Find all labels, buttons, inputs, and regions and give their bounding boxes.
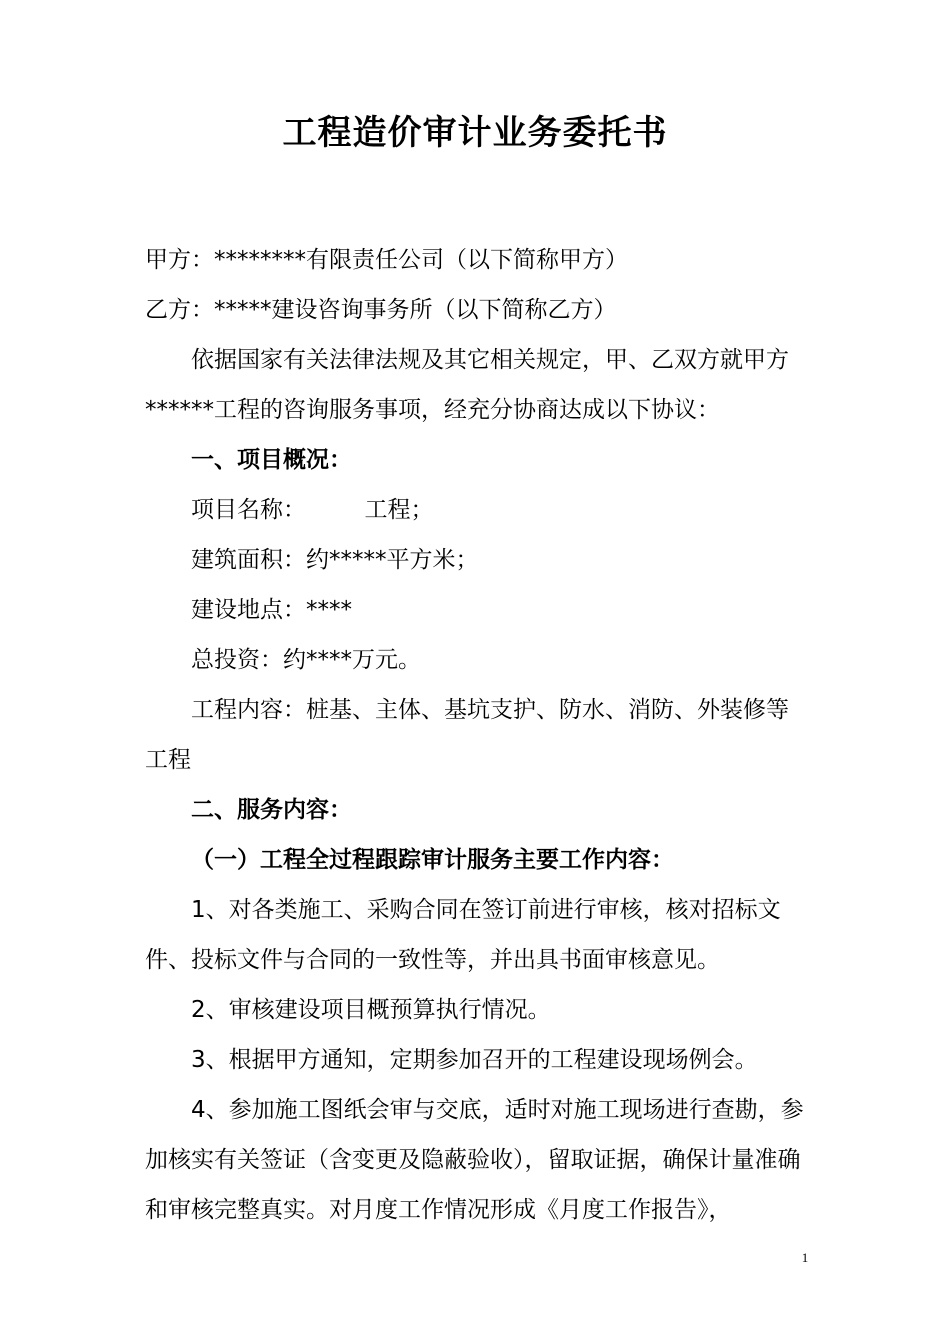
party-a-line: 甲方：********有限责任公司（以下简称甲方）: [145, 247, 628, 273]
document-title: 工程造价审计业务委托书: [282, 113, 668, 153]
service-item: 4、参加施工图纸会审与交底，适时对施工现场进行查勘，参加核实有关签证（含变更及隐蔽验收），留取证据，确保计量准确和审核完整真实。对月度工作情况形成《月度工作报告》，: [145, 1097, 804, 1223]
document-body: [145, 235, 810, 1235]
service-item: 2、审核建设项目概预算执行情况。: [191, 997, 551, 1023]
service-item: 1、对各类施工、采购合同在签订前进行审核，核对招标文件、投标文件与合同的一致性等，并出具书面审核意见。: [145, 897, 781, 973]
section-2-heading: 二、服务内容：: [191, 797, 352, 823]
scope-paragraph: 工程内容：桩基、主体、基坑支护、防水、消防、外装修等工程: [145, 697, 789, 773]
intro-paragraph: 依据国家有关法律法规及其它相关规定，甲、乙双方就甲方******工程的咨询服务事项，经充分协商达成以下协议：: [145, 347, 789, 423]
party-b-line: 乙方：*****建设咨询事务所（以下简称乙方）: [145, 297, 617, 323]
building-area-line: 建筑面积：约*****平方米；: [191, 547, 479, 573]
section-2-subheading: （一）工程全过程跟踪审计服务主要工作内容：: [191, 847, 674, 873]
page-number: 1: [801, 1250, 809, 1265]
service-item: 3、根据甲方通知，定期参加召开的工程建设现场例会。: [191, 1047, 758, 1073]
project-name-line: 项目名称： 工程；: [191, 497, 434, 523]
location-line: 建设地点：****: [191, 597, 352, 623]
section-1-heading: 一、项目概况：: [191, 447, 352, 473]
total-investment-line: 总投资：约****万元。: [191, 647, 421, 673]
